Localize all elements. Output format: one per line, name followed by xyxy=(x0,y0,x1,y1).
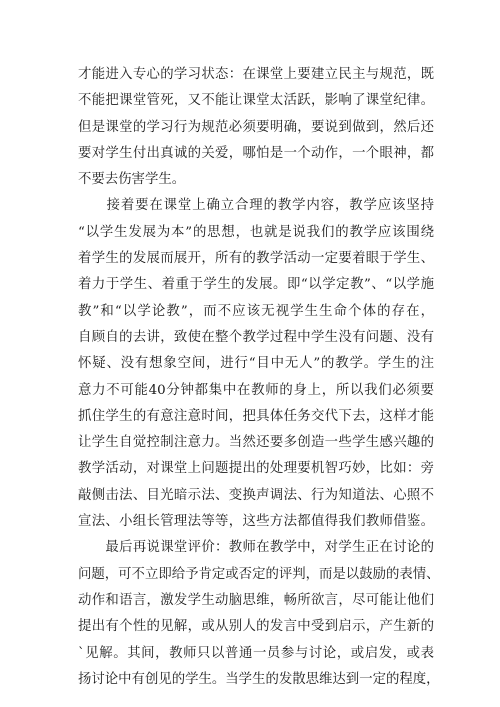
text-line: 意力不可能40分钟都集中在教师的身上，所以我们必须要 xyxy=(78,382,434,398)
text-line: 问题，可不立即给予肯定或否定的评判，而是以鼓励的表情、 xyxy=(78,566,440,582)
text-line: 教学活动，对课堂上问题提出的处理要机智巧妙，比如：旁 xyxy=(78,461,434,477)
text-line: 抓住学生的有意注意时间，把具体任务交代下去，这样才能 xyxy=(78,408,434,424)
text-line: 着学生的发展而展开，所有的教学活动一定要着眼于学生、 xyxy=(78,251,434,267)
text-line: 让学生自觉控制注意力。当然还要多创造一些学生感兴趣的 xyxy=(78,435,434,451)
paragraph xyxy=(78,535,440,693)
text-line: 自顾自的去讲，致使在整个教学过程中学生没有问题、没有 xyxy=(78,329,434,345)
text-line: 怀疑、没有想象空间，进行“目中无人”的教学。学生的注 xyxy=(78,356,434,372)
text-line: 不能把课堂管死，又不能让课堂太活跃，影响了课堂纪律。 xyxy=(78,93,434,109)
text-line: 最后再说课堂评价：教师在教学中，对学生正在讨论的 xyxy=(78,540,434,556)
paragraph xyxy=(78,62,434,193)
text-line: 教”和“以学论教”，而不应该无视学生生命个体的存在， xyxy=(78,303,434,319)
text-line: 宣法、小组长管理法等等，这些方法都值得我们教师借鉴。 xyxy=(78,514,434,530)
text-line: 动作和语言，激发学生动脑思维，畅所欲言，尽可能让他们 xyxy=(78,592,434,608)
text-line: 敲侧击法、目光暗示法、变换声调法、行为知道法、心照不 xyxy=(78,487,434,503)
text-line: 但是课堂的学习行为规范必须要明确，要说到做到，然后还 xyxy=(78,119,434,135)
text-line: 着力于学生、着重于学生的发展。即“以学定教”、“以学施 xyxy=(78,277,434,293)
text-line: 扬讨论中有创见的学生。当学生的发散思维达到一定的程度， xyxy=(78,671,440,687)
text-line: `见解。其间，教师只以普通一员参与讨论，或启发，或表 xyxy=(78,645,434,661)
text-line: 才能进入专心的学习状态：在课堂上要建立民主与规范，既 xyxy=(78,67,434,82)
text-line: 提出有个性的见解，或从别人的发言中受到启示，产生新的 xyxy=(78,619,434,635)
text-line: “以学生发展为本”的思想，也就是说我们的教学应该围绕 xyxy=(78,224,434,240)
body-text xyxy=(78,62,440,693)
text-line: 不要去伤害学生。 xyxy=(78,172,186,188)
text-line: 要对学生付出真诚的关爱，哪怕是一个动作，一个眼神，都 xyxy=(78,145,434,161)
text-line: 接着要在课堂上确立合理的教学内容，教学应该坚持 xyxy=(78,198,434,214)
paragraph xyxy=(78,193,434,535)
